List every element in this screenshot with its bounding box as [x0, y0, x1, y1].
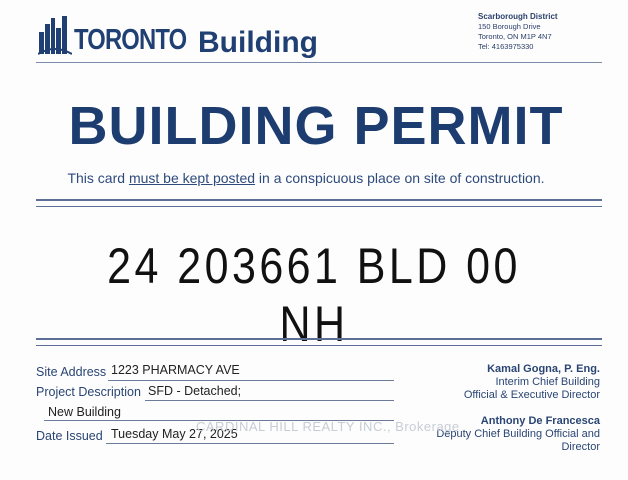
- district-address-line2: Toronto, ON M1P 4N7: [478, 32, 552, 41]
- permit-number: 24 203661 BLD 00 NH: [107, 238, 521, 352]
- signatory-two: [436, 415, 600, 454]
- city-skyline-icon: [38, 14, 72, 56]
- district-address-line1: 150 Borough Drive: [478, 22, 541, 31]
- instruction-emphasis: must be kept posted: [128, 170, 256, 186]
- project-description-value: SFD - Detached;: [148, 384, 242, 398]
- district-phone: Tel: 4163975330: [478, 42, 534, 51]
- date-issued-line: [106, 443, 394, 444]
- logo-word-toronto: TORONTO: [74, 24, 187, 56]
- signatory-one-name: Kamal Gogna, P. Eng.: [487, 363, 600, 375]
- instruction-part1: This card: [67, 170, 129, 186]
- district-address-block: [478, 12, 558, 52]
- signatory-two-name: Anthony De Francesca: [480, 415, 600, 427]
- brokerage-watermark: CARDINAL HILL REALTY INC., Brokerage: [196, 419, 460, 434]
- header-rule: [36, 62, 602, 63]
- district-name: Scarborough District: [478, 12, 558, 21]
- logo-word-building: Building: [198, 26, 318, 59]
- signatory-one: [464, 363, 600, 402]
- site-address-line: [108, 380, 394, 381]
- site-address-value: 1223 PHARMACY AVE: [111, 363, 240, 377]
- site-address-label: Site Address: [36, 365, 107, 379]
- divider-lower: [36, 338, 602, 346]
- project-description-line: [145, 400, 394, 401]
- posting-instruction: [36, 170, 576, 186]
- date-issued-value: Tuesday May 27, 2025: [111, 427, 238, 441]
- signatory-two-title1: Deputy Chief Building Official and: [436, 428, 600, 440]
- instruction-part3: in a conspicuous place on site of construction.: [255, 170, 545, 186]
- project-description-value-line2: New Building: [48, 405, 121, 419]
- signatory-one-title1: Interim Chief Building: [495, 376, 600, 388]
- divider-upper: [36, 199, 602, 207]
- signatory-two-title2: Director: [561, 441, 600, 453]
- toronto-building-logo: [38, 12, 338, 62]
- signatory-one-title2: Official & Executive Director: [463, 389, 600, 401]
- date-issued-label: Date Issued: [36, 429, 103, 443]
- page-title: BUILDING PERMIT: [68, 96, 564, 156]
- project-description-label: Project Description: [36, 385, 141, 399]
